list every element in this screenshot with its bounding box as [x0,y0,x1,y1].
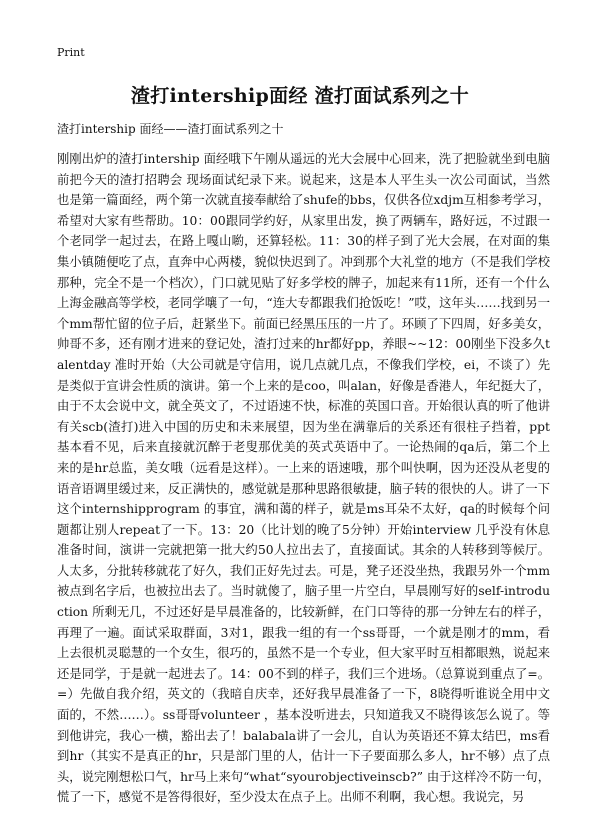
page-title: 渣打intership面经 渣打面试系列之十 [130,85,470,107]
body-paragraph: 刚刚出炉的渣打intership 面经哦下午刚从遥远的光大会展中心回来，洗了把脸就坐到电脑前把今天的渣打招聘会 现场面试纪录下来。说起来，这是本人平生头一次公司面试，当然也是第一篇面经，两个第一次就直接奉献给了shufe的bbs，仅供各位xdjm互相参考学习，希望对大家有些帮助。10：00跟同学约好，从家里出发，换了两辆车，路好远，不过跟一个老同学一起过去，在路上嘎山喲，还算轻松。11：30的样子到了光大会展，在对面的集集小镇随便吃了点，直奔中心两楼，貌似快迟到了。冲到那个大礼堂的地方（不是我们学校那种，完全不是一个档次），门口就见贴了好多学校的牌子，加起来有11所，还有一个什么上海金融高等学校，老同学嚷了一句，“连大专都跟我们抢饭吃！”哎，这年头……找到另一个mm帮忙留的位子后，赶紧坐下。前面已经黑压压的一片了。环顾了下四周，好多美女，帅哥不多，还有刚才进来的登记处，渣打过来的hr都好pp，养眼~~12：00刚坐下没多久talentday 准时开始（大公司就是守信用，说几点就几点，不像我们学校，ei，不谈了）先是类似于宣讲会性质的演讲。第一个上来的是coo，叫alan，好像是香港人，年纪挺大了，由于不太会说中文，就全英文了，不过语速不快，标准的英国口音。开始很认真的听了他讲有关scb(渣打)进入中国的历史和未来展望，因为坐在满靠后的关系还有很柱子挡着，ppt基本看不见，后来直接就沉醉于老叟那优美的英式英语中了。一论热闹的qa后，第二个上来的是hr总监，美女哦（远看是这样）。一上来的语速哦，那个叫快啊，因为还没从老叟的语音语调里缓过来，反正满快的，感觉就是那种思路很敏捷，脑子转的很快的人。讲了一下这个internshipprogram 的事宜，满和蔼的样子，就是ms耳朵不太好，qa的时候每个问题都让别人repeat了一下。13：20（比计划的晚了5分钟）开始interview 几乎没有休息准备时间，演讲一完就把第一批大约50人拉出去了，直接面试。其余的人转移到等候厅。人太多，分批转移就花了好久，我们正好先过去。可是，凳子还没坐热，我跟另外一个mm被点到名字后，也被拉出去了。当时就傻了，脑子里一片空白，早晨刚写好的self-introduction 所剩无几，不过还好是早晨准备的，比较新鲜，在门口等待的那一分钟左右的样子，再理了一遍。面试采取群面，3对1，跟我一组的有一个ss哥哥，一个就是刚才的mm，看上去很机灵聪慧的一个女生，很巧的，虽然不是一个专业，但大家平时互相都眼熟，说起来还是同学，于是就一起进去了。14：00不到的样子，我们三个进场。（总算说到重点了=。=）先做自我介绍，英文的（我暗自庆幸，还好我早晨准备了一下，8晓得听谁说全用中文面的，不然……）。ss哥哥volunteer ，基本没听进去，只知道我又不晓得该怎么说了。等到他讲完，我心一横，豁出去了！balabala讲了一会儿，自认为英语还不算太结巴，ms看到hr（其实不是真正的hr，只是部门里的人，估计一下子要面那么多人，hr不够）点了点头，说完刚想松口气，hr马上来句“what“syourobjectiveinscb?” 由于这样冷不防一句，慌了一下，感觉不是答得很好，至少没太在点子上。出师不利啊，我心想。我说完，另 [57,152,550,805]
document-subtitle: 渣打intership 面经——渣打面试系列之十 [57,122,284,136]
print-label[interactable]: Print [57,46,85,59]
